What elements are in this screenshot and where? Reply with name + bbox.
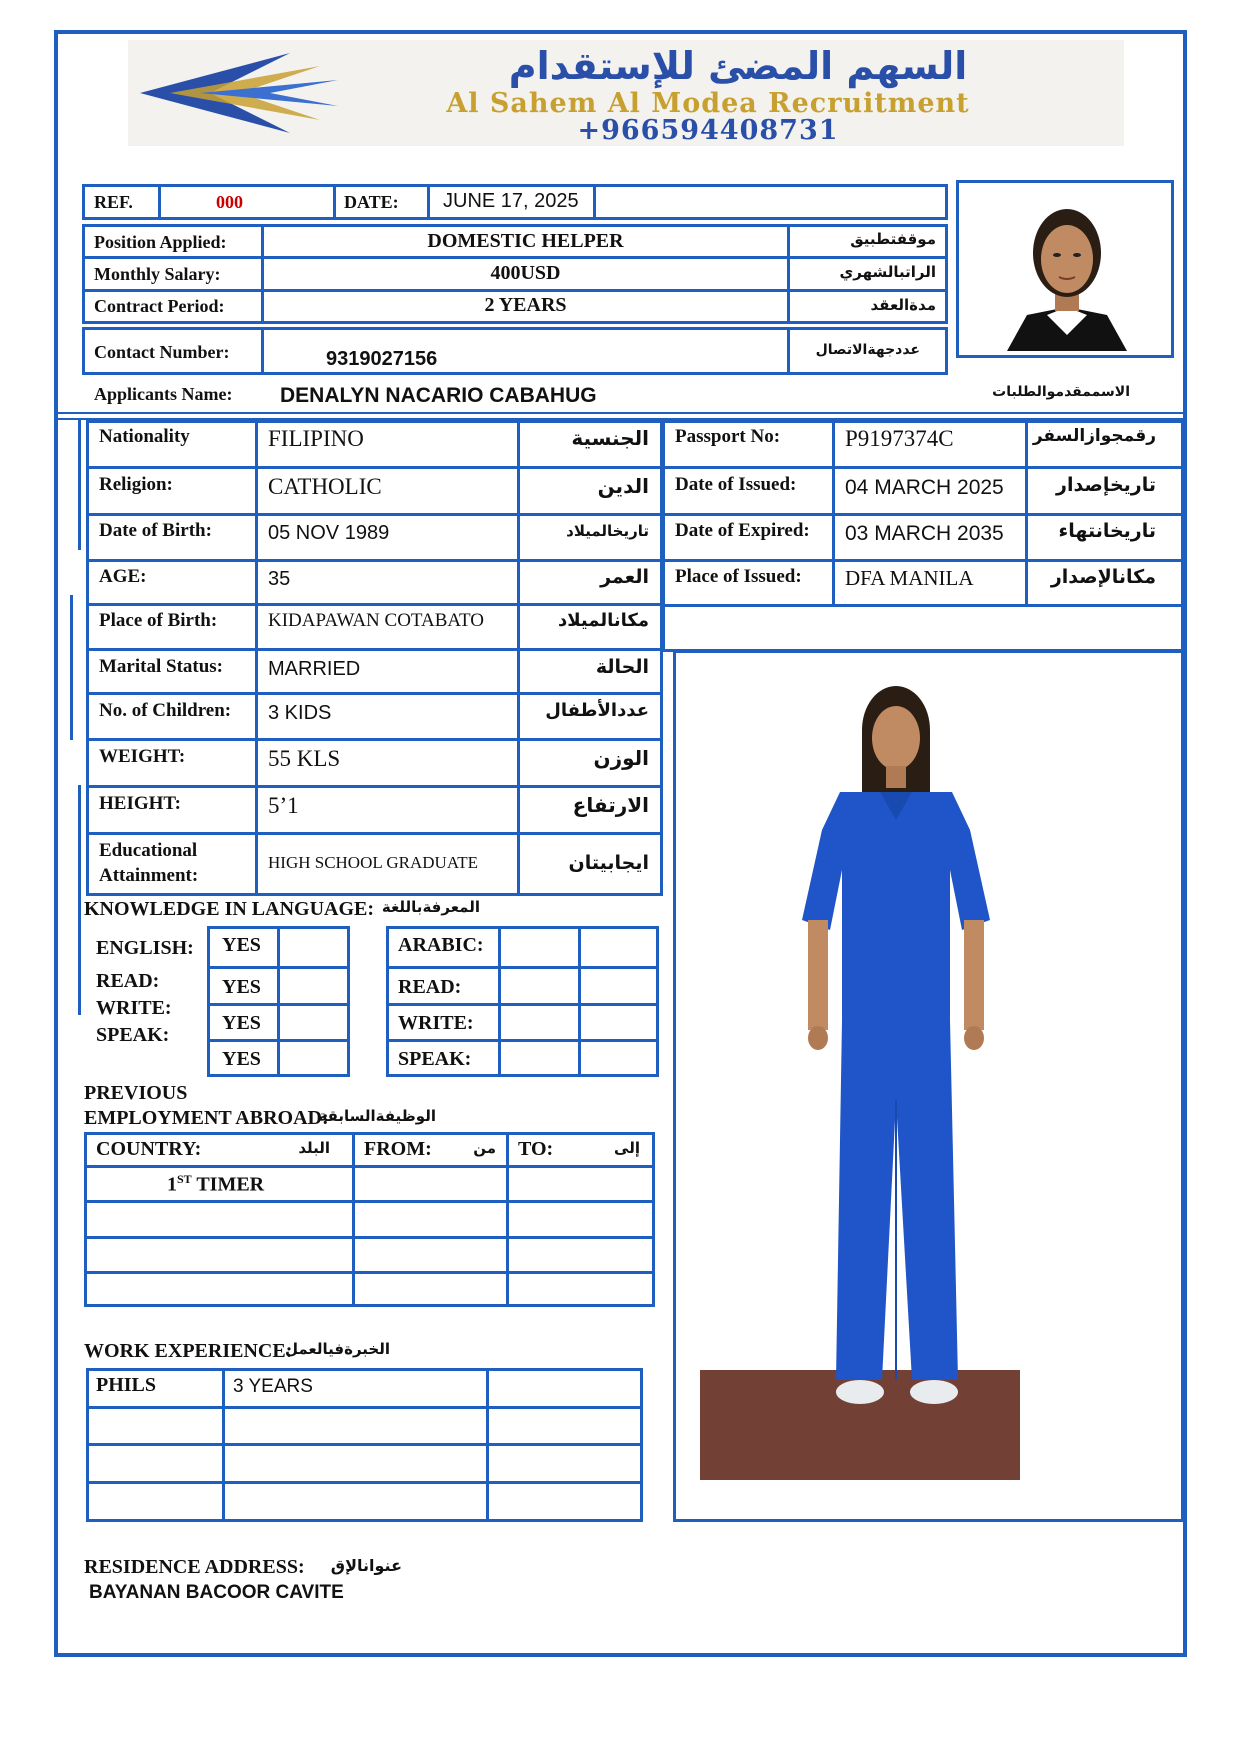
- date-expired-arabic: تاريخانتهاء: [1058, 520, 1156, 542]
- place-issued-arabic: مكانالإصدار: [1050, 566, 1156, 588]
- empty-cell: [662, 604, 1184, 652]
- headshot-photo: [967, 195, 1163, 351]
- place-issued-value: DFA MANILA: [845, 566, 974, 590]
- company-name: Al Sahem Al Modea Recruitment: [446, 88, 970, 119]
- ref-value: 000: [216, 192, 243, 212]
- weight-label: WEIGHT:: [99, 746, 186, 767]
- date-expired-value: 03 MARCH 2035: [845, 522, 1004, 545]
- first-timer-number: 1: [167, 1173, 177, 1196]
- passport-no-label: Passport No:: [675, 426, 781, 447]
- date-expired-label: Date of Expired:: [675, 520, 810, 541]
- date-value: JUNE 17, 2025: [443, 190, 579, 212]
- education-value: HIGH SCHOOL GRADUATE: [268, 853, 478, 872]
- work-country: PHILS: [96, 1374, 157, 1396]
- contact-value: 9319027156: [326, 348, 438, 370]
- height-value: 5’1: [268, 793, 299, 818]
- previous-title-line1: PREVIOUS: [84, 1082, 188, 1104]
- dob-arabic: تاريخالميلاد: [566, 522, 649, 540]
- nationality-label: Nationality: [99, 426, 190, 447]
- age-arabic: العمر: [600, 566, 649, 588]
- to-arabic: إلى: [614, 1139, 640, 1157]
- applicant-name-label: Applicants Name:: [94, 384, 233, 404]
- date-label: DATE:: [344, 192, 399, 212]
- religion-label: Religion:: [99, 474, 173, 495]
- nationality-arabic: الجنسية: [571, 426, 649, 450]
- age-label: AGE:: [99, 566, 147, 587]
- contact-arabic: عددجهةالاتصال: [815, 342, 920, 358]
- date-issued-arabic: تاريخإصدار: [1056, 474, 1156, 496]
- marital-status-arabic: الحالة: [595, 656, 649, 678]
- contract-value: 2 YEARS: [484, 294, 567, 316]
- salary-label: Monthly Salary:: [94, 264, 221, 284]
- place-of-birth-arabic: مكانالميلاد: [558, 610, 649, 631]
- place-issued-label: Place of Issued:: [675, 566, 802, 587]
- dob-value: 05 NOV 1989: [268, 522, 390, 544]
- place-of-birth-label: Place of Birth:: [99, 610, 218, 631]
- ref-label: REF.: [94, 192, 133, 212]
- arabic-label: ARABIC:: [398, 934, 484, 956]
- language-title-arabic: المعرفةباللغة: [381, 898, 480, 916]
- first-timer: [167, 1172, 264, 1197]
- first-timer-sup: ST: [177, 1172, 192, 1186]
- residence-arabic: عنوانالإق: [330, 1556, 402, 1575]
- weight-arabic: الوزن: [593, 746, 649, 770]
- salary-arabic: الراتبالشهري: [839, 263, 936, 281]
- salary-value: 400USD: [490, 262, 561, 284]
- arabic-read-label: READ:: [398, 976, 462, 998]
- residence-value: BAYANAN BACOOR CAVITE: [89, 1582, 344, 1603]
- arabic-write-label: WRITE:: [398, 1012, 474, 1034]
- to-label: TO:: [518, 1138, 554, 1160]
- marital-status-value: MARRIED: [268, 658, 361, 680]
- marital-status-label: Marital Status:: [99, 656, 224, 677]
- work-experience-title: WORK EXPERIENCE:: [84, 1340, 293, 1362]
- residence-label: RESIDENCE ADDRESS:: [84, 1556, 305, 1578]
- read-label: READ:: [96, 970, 160, 992]
- age-value: 35: [268, 568, 291, 590]
- contact-label: Contact Number:: [94, 342, 230, 362]
- country-arabic: البلد: [298, 1139, 330, 1157]
- passport-no-value: P9197374C: [845, 426, 954, 451]
- arabic-speak-label: SPEAK:: [398, 1048, 472, 1070]
- previous-title-line2: EMPLOYMENT ABROAD:: [84, 1107, 329, 1129]
- speak-label: SPEAK:: [96, 1024, 170, 1046]
- applicant-name-value: DENALYN NACARIO CABAHUG: [280, 384, 597, 407]
- weight-value: 55 KLS: [268, 746, 341, 771]
- education-label: Educational Attainment:: [99, 840, 199, 886]
- position-label: Position Applied:: [94, 232, 227, 252]
- first-timer-text: TIMER: [191, 1173, 265, 1196]
- company-phone: +966594408731: [577, 115, 839, 146]
- height-label: HEIGHT:: [99, 793, 181, 814]
- position-arabic: موقفتطبيق: [850, 230, 936, 248]
- work-experience-arabic: الخبرةفيالعمل: [284, 1340, 390, 1358]
- english-label: ENGLISH:: [96, 937, 194, 959]
- date-issued-label: Date of Issued:: [675, 474, 797, 495]
- company-arabic-name: السهم المضئ للإستقدام: [508, 44, 968, 88]
- religion-value: CATHOLIC: [268, 474, 382, 499]
- from-label: FROM:: [364, 1138, 432, 1160]
- write-yes: YES: [222, 1012, 261, 1034]
- applicant-name-arabic: الاسممقدموالطلبات: [992, 384, 1130, 400]
- write-label: WRITE:: [96, 997, 172, 1019]
- contract-arabic: مدةالعقد: [870, 296, 936, 314]
- children-label: No. of Children:: [99, 700, 232, 721]
- place-of-birth-value: KIDAPAWAN COTABATO: [268, 610, 485, 631]
- language-title: KNOWLEDGE IN LANGUAGE:: [84, 898, 375, 920]
- nationality-value: FILIPINO: [268, 426, 364, 451]
- date-issued-value: 04 MARCH 2025: [845, 476, 1004, 499]
- dob-label: Date of Birth:: [99, 520, 212, 541]
- full-body-photo: [700, 680, 1020, 1480]
- previous-title-arabic: الوظيفةالسابقة: [318, 1107, 436, 1125]
- religion-arabic: الدين: [597, 474, 649, 498]
- logo-banner: [128, 40, 1124, 146]
- height-arabic: الارتفاع: [572, 793, 649, 817]
- position-value: DOMESTIC HELPER: [427, 230, 624, 252]
- from-arabic: من: [473, 1139, 496, 1157]
- read-yes: YES: [222, 976, 261, 998]
- english-yes: YES: [222, 934, 261, 956]
- arrow-logo-icon: [140, 48, 340, 138]
- speak-yes: YES: [222, 1048, 261, 1070]
- education-arabic: ايجابيتان: [568, 852, 649, 874]
- passport-no-arabic: رقمجوازالسفر: [1032, 426, 1156, 446]
- country-label: COUNTRY:: [96, 1138, 202, 1160]
- work-years: 3 YEARS: [233, 1376, 313, 1397]
- children-value: 3 KIDS: [268, 702, 332, 724]
- contract-label: Contract Period:: [94, 296, 225, 316]
- children-arabic: عددالأطفال: [545, 700, 649, 721]
